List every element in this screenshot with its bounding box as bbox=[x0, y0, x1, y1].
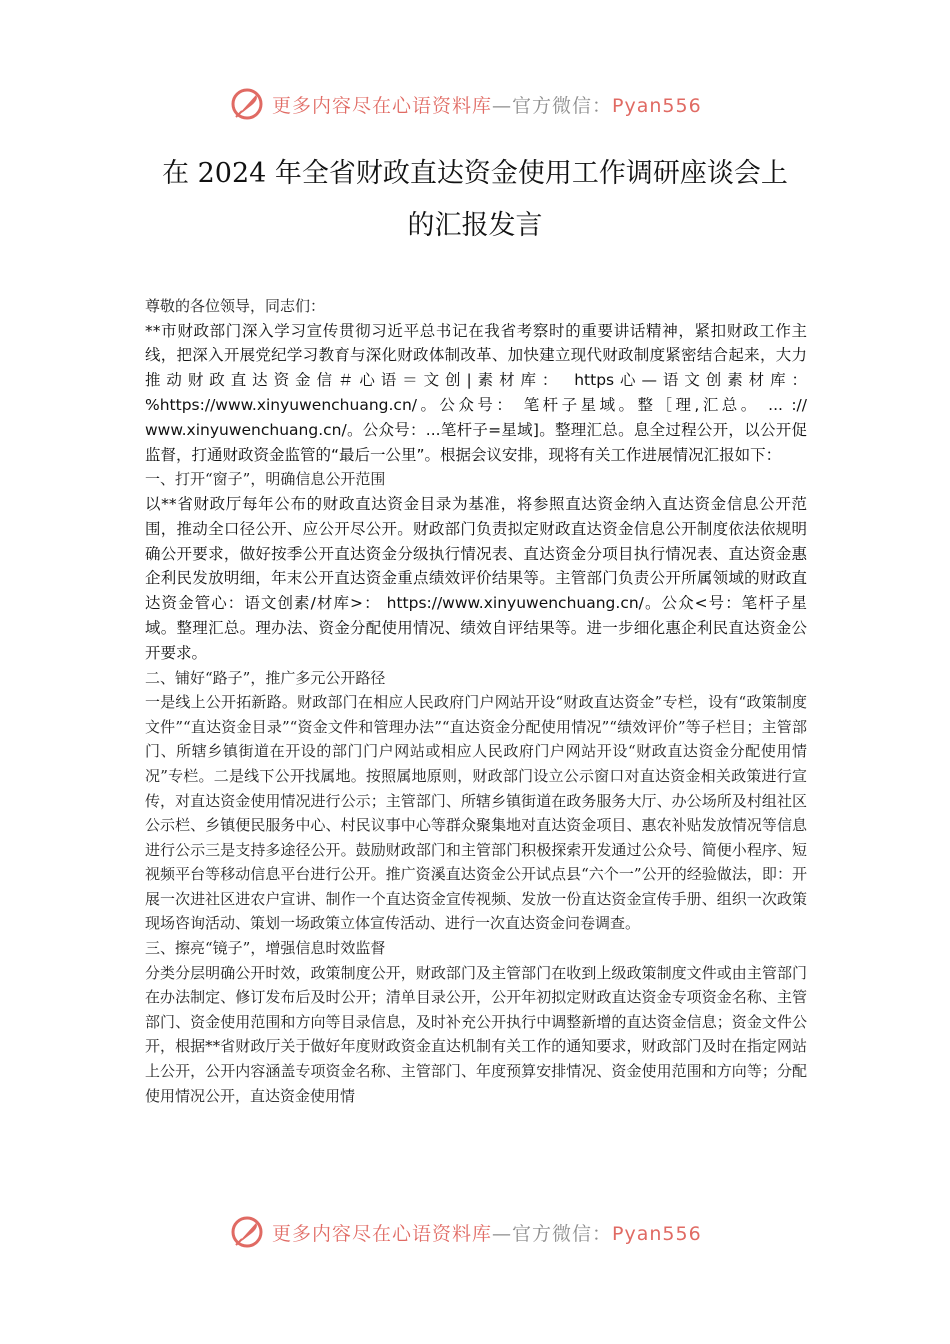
section-2-body: 一是线上公开拓新路。财政部门在相应人民政府门户网站开设“财政直达资金”专栏，设有“政策制度文件”“直达资金目录”“资金文件和管理办法”“直达资金分配使用情况”“绩效评价”等子栏目；主管部门、所辖乡镇街道在开设的部门门户网站或相应人民政府门户网站开设“财政直达资金分配使用情况”专栏。二是线下公开找属地。按照属地原则，财政部门设立公示窗口对直达资金相关政策进行宣传，对直达资金使用情况进行公示；主管部门、所辖乡镇街道在政务服务大厅、办公场所及村组社区公示栏、乡镇便民服务中心、村民议事中心等群众聚集地对直达资金项目、惠农补贴发放情况等信息进行公示三是支持多途径公开。鼓励财政部门和主管部门积极探索开发通过公众号、简便小程序、短视频平台等移动信息平台进行公开。推广资溪直达资金公开试点县“六个一”公开的经验做法，即：开展一次进社区进农户宣讲、制作一个直达资金宣传视频、发放一份直达资金宣传手册、组织一次政策现场咨询活动、策划一场政策立体宣传活动、进行一次直达资金问卷调查。 bbox=[145, 693, 807, 933]
quill-logo-icon bbox=[230, 1215, 264, 1249]
salutation: 尊敬的各位领导，同志们： bbox=[145, 297, 326, 315]
watermark-label: 官方微信： bbox=[512, 94, 613, 117]
watermark-footer bbox=[230, 1212, 750, 1252]
section-3-heading: 三、擦亮“镜子”，增强信息时效监督 bbox=[145, 939, 386, 958]
quill-logo-icon bbox=[230, 87, 264, 121]
watermark-brand: 更多内容尽在心语资料库 bbox=[272, 94, 493, 117]
watermark-header bbox=[230, 84, 750, 124]
title-line-1: 在 2024 年全省财政直达资金使用工作调研座谈会上 bbox=[162, 158, 788, 189]
document-title bbox=[130, 148, 820, 252]
section-3-body: 分类分层明确公开时效，政策制度公开，财政部门及主管部门在收到上级政策制度文件或由主管部门在办法制定、修订发布后及时公开；清单目录公开，公开年初拟定财政直达资金专项资金名称、主管部门、资金使用范围和方向等目录信息，及时补充公开执行中调整新增的直达资金信息；资金文件公开，根据**省财政厅关于做好年度财政资金直达机制有关工作的通知要求，财政部门及时在指定网站上公开，公开内容涵盖专项资金名称、主管部门、年度预算安排情况、资金使用范围和方向等；分配使用情况公开，直达资金使用情 bbox=[145, 963, 807, 1105]
title-line-2: 的汇报发言 bbox=[407, 210, 543, 241]
watermark-handle: Pyan556 bbox=[612, 94, 702, 117]
watermark-brand: 更多内容尽在心语资料库 bbox=[272, 1222, 493, 1245]
section-1-heading: 一、打开“窗子”，明确信息公开范围 bbox=[145, 470, 386, 489]
watermark-separator: — bbox=[492, 1222, 513, 1245]
document-body bbox=[145, 294, 807, 1108]
watermark-text bbox=[272, 91, 702, 118]
intro-paragraph: **市财政部门深入学习宣传贯彻习近平总书记在我省考察时的重要讲话精神，紧扣财政工作主线，把深入开展党纪学习教育与深化财政体制改革、加快建立现代财政制度紧密结合起来，大力推动财政直达资金信＃心语＝文创|素材库： https心—语文创素材库：%https://www.xinyuwenchuang.cn/。公众号： 笔杆子星域。整［理,汇总。 ... :// www.xinyuwenchuang.cn/。公众号：...笔杆子=星域]。整理汇总。息全过程公开，以公开促监督，打通财政资金监管的“最后一公里”。根据会议安排，现将有关工作进展情况汇报如下： bbox=[145, 321, 807, 464]
section-2-heading: 二、铺好“路子”，推广多元公开路径 bbox=[145, 668, 386, 687]
watermark-text bbox=[272, 1219, 702, 1246]
section-1-body: 以**省财政厅每年公布的财政直达资金目录为基准，将参照直达资金纳入直达资金信息公开范围，推动全口径公开、应公开尽公开。财政部门负责拟定财政直达资金信息公开制度依法依规明确公开要求，做好按季公开直达资金分级执行情况表、直达资金分项目执行情况表、直达资金惠企利民发放明细，年末公开直达资金重点绩效评价结果等。主管部门负责公开所属领域的财政直达资金管心：语文创素/材库>： https://www.xinyuwenchuang.cn/。公众<号：笔杆子星域。整理汇总。理办法、资金分配使用情况、绩效自评结果等。进一步细化惠企利民直达资金公开要求。 bbox=[145, 494, 807, 662]
watermark-separator: — bbox=[492, 94, 513, 117]
watermark-label: 官方微信： bbox=[512, 1222, 613, 1245]
watermark-handle: Pyan556 bbox=[612, 1222, 702, 1245]
